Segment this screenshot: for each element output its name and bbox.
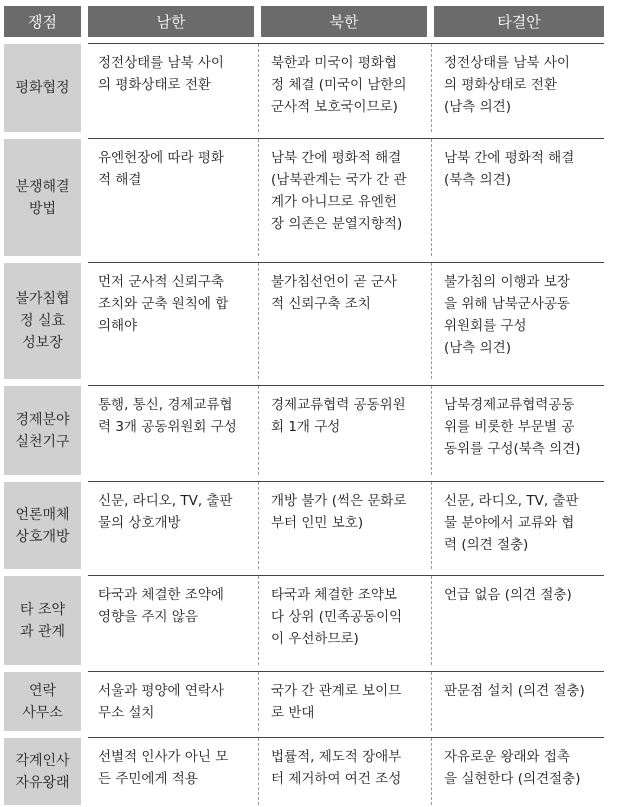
row-issue-label: 평화협정 <box>4 44 81 132</box>
column-divider <box>258 672 259 731</box>
row-issue-label: 타 조약 과 관계 <box>4 576 81 665</box>
header-agreement: 타결안 <box>434 6 604 37</box>
cell-agreement: 불가침의 이행과 보장 을 위해 남북군사공동 위원회를 구성 (남측 의견) <box>444 274 570 356</box>
cell-north: 국가 간 관계로 보이므 로 반대 <box>271 683 402 721</box>
cell-south: 타국과 체결한 조약에 영향을 주지 않음 <box>98 587 224 625</box>
row-divider <box>88 262 604 263</box>
header-issue: 쟁점 <box>4 6 81 37</box>
cell-north: 북한과 미국이 평화협 정 체결 (미국이 남한의 군사적 보호국이므로) <box>271 55 407 115</box>
cell-south: 정전상태를 남북 사이 의 평화상태로 전환 <box>98 55 224 93</box>
column-divider <box>258 482 259 569</box>
row-divider <box>88 481 604 482</box>
cell-agreement: 자유로운 왕래와 접촉 을 실현한다 (의견절충) <box>444 749 581 787</box>
cell-agreement: 신문, 라디오, TV, 출판 물 분야에서 교류와 협 력 (의견 절충) <box>444 493 579 553</box>
cell-agreement: 남북경제교류협력공동 위를 비롯한 부문별 공 동위를 구성(북측 의견) <box>444 397 581 457</box>
cell-south: 선별적 인사가 아닌 모 든 주민에게 적용 <box>98 749 229 787</box>
cell-south: 서울과 평양에 연락사 무소 설치 <box>98 683 224 721</box>
row-issue-label: 불가침협 정 실효 성보장 <box>4 263 81 379</box>
row-divider <box>88 737 604 738</box>
column-divider <box>431 576 432 665</box>
cell-agreement: 남북 간에 평화적 해결 (북측 의견) <box>444 150 575 188</box>
cell-north: 법률적, 제도적 장애부 터 제거하여 여건 조성 <box>271 749 402 787</box>
column-divider <box>431 482 432 569</box>
column-divider <box>431 738 432 805</box>
column-divider <box>431 44 432 132</box>
column-divider <box>258 44 259 132</box>
header-south: 남한 <box>88 6 254 37</box>
column-divider <box>431 263 432 379</box>
cell-north: 경제교류협력 공동위원 회 1개 구성 <box>271 397 406 435</box>
column-divider <box>431 139 432 256</box>
row-issue-label: 언론매체 상호개방 <box>4 482 81 569</box>
cell-south: 먼저 군사적 신뢰구축 조치와 군축 원칙에 합 의해야 <box>98 274 229 334</box>
header-north: 북한 <box>261 6 427 37</box>
row-issue-label: 각계인사 자유왕래 <box>4 738 81 805</box>
column-divider <box>258 576 259 665</box>
cell-north: 개방 불가 (썩은 문화로 부터 인민 보호) <box>271 493 407 531</box>
cell-north: 불가침선언이 곧 군사 적 신뢰구축 조치 <box>271 274 397 312</box>
row-issue-label: 경제분야 실천기구 <box>4 386 81 475</box>
cell-north: 타국과 체결한 조약보 다 상위 (민족공동이익 이 우선하므로) <box>271 587 403 647</box>
cell-agreement: 판문점 설치 (의견 절충) <box>444 683 585 699</box>
cell-south: 신문, 라디오, TV, 출판 물의 상호개방 <box>98 493 233 531</box>
row-divider <box>88 138 604 139</box>
cell-north: 남북 간에 평화적 해결 (남북관계는 국가 간 관 계가 아니므로 유엔헌 장 의존은 분열지향적) <box>271 150 407 232</box>
row-issue-label: 연락 사무소 <box>4 672 81 731</box>
row-divider <box>88 575 604 576</box>
column-divider <box>258 139 259 256</box>
column-divider <box>431 672 432 731</box>
cell-south: 통행, 통신, 경제교류협 력 3개 공동위원회 구성 <box>98 397 237 435</box>
row-divider <box>88 385 604 386</box>
column-divider <box>258 386 259 475</box>
row-divider <box>88 43 604 44</box>
cell-south: 유엔헌장에 따라 평화 적 해결 <box>98 150 224 188</box>
cell-agreement: 언급 없음 (의견 절충) <box>444 587 572 603</box>
cell-agreement: 정전상태를 남북 사이 의 평화상태로 전환 (남측 의견) <box>444 55 570 115</box>
row-issue-label: 분쟁해결 방법 <box>4 139 81 256</box>
row-divider <box>88 671 604 672</box>
column-divider <box>258 263 259 379</box>
column-divider <box>431 386 432 475</box>
column-divider <box>258 738 259 805</box>
